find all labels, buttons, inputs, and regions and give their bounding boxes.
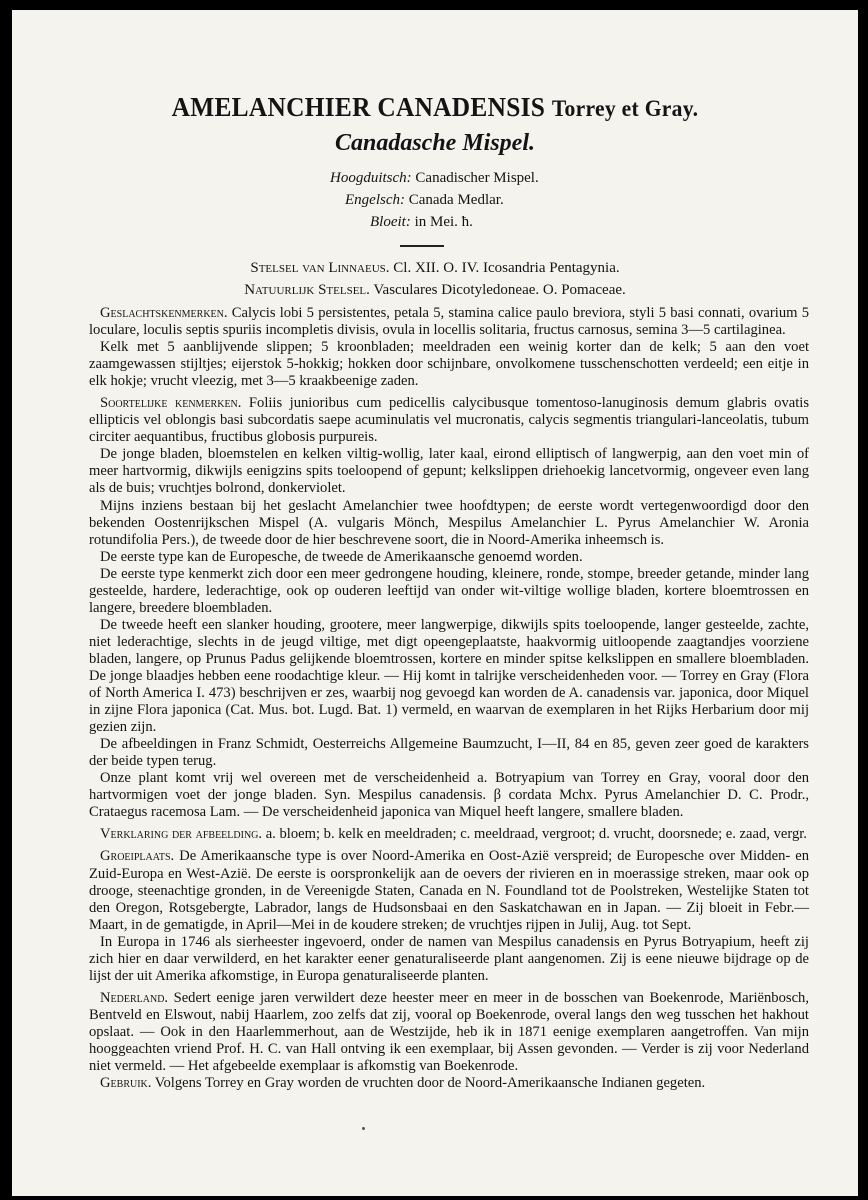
meta-english [345,192,504,209]
paragraph-text: De Amerikaansche type is over Noord-Amerika en Oost-Azië verspreid; de Europesche over Midden- en Zuid-Europa en West-Azië. De eerste is oorspronkelijk aan de oevers der rivieren en in moerassige streken, maar ook op drooge, steenachtige gronden, in de Vereenigde Staten, Canada en N. Foundland tot de Poolstreken, Westelijke Staten tot den Oregon, Rotsgebergte, Labrador, langs de Hudsonsbaai en den Saskatchawan en in Japan. — Zij bloeit in Febr.—Maart, in de gematigde, in April—Mei in de koudere streken; de vruchtjes rijpen in Julij, Aug. tot Sept. [89,848,809,933]
meta-label: Engelsch: [345,192,405,208]
meta-value: Canada Medlar. [408,192,504,208]
paragraph-text: Sedert eenige jaren verwildert deze heester meer en meer in de bosschen van Boekenrode, Mariënbosch, Bentveld en Elswout, nabij Haarlem, zoo zelfs dat zij, vooral op Boekenrode, overal langs den weg tusschen het hakhout opslaat. — Ook in den Haarlemmerhout, aan de Westzijde, heb ik in 1871 eenige exemplaren aangetroffen. Van mijn hooggeachten vriend Prof. H. C. van Hall ontving ik een exemplaar, bij Assen gevonden. — Verder is zij voor Nederland niet vermeld. — Het afgebeelde exemplaar is afkomstig van Boekenrode. [89,989,809,1075]
paragraph-text: Kelk met 5 aanblijvende slippen; 5 kroonbladen; meeldraden een weinig korter dan de kelk; 5 aan den voet zaamgewassen stijltjes; eijerstok 5-hokkig; hokken door schijnbare, onvolkomene tusschenschotten verdeeld; een eitje in elk hokje; vrucht vleezig, met 3—5 kraakbeenige zaden. [89,339,809,390]
paragraph-first-type [89,566,809,617]
system-label: Natuurlijk Stelsel. [244,282,370,298]
section-lead: Gebruik. [100,1075,152,1092]
section-lead: Nederland. [100,989,169,1006]
meta-german [330,170,539,187]
meta-value: Canadischer Mispel. [415,170,539,186]
section-lead: Verklaring der afbeelding. [100,826,263,843]
paragraph-netherlands [89,990,809,1075]
paragraph-text: a. bloem; b. kelk en meeldraden; c. meeldraad, vergroot; d. vrucht, doorsnede; e. zaad, vergr. [262,826,807,843]
paragraph-species-characters [89,395,809,446]
paragraph-text: Calycis lobi 5 persistentes, petala 5, stamina calice paulo breviora, styli 5 basi connati, ovarium 5 loculare, loculis septis spuriis incompletis divisis, ovula in locellis solitaria, fructus carnosus, semina 3—5 cartilaginea. [89,305,809,339]
paragraph-text: Foliis junioribus cum pedicellis calycibusque tomentoso-lanuginosis demum glabris ovatis ellipticis vel oblongis basi subcordatis saepe acuminulatis vel mucronatis, calycis segmentis triangulari-lanceolatis, tubum circiter aequantibus, fructibus globosis purpureis. [89,395,810,446]
page-title [37,92,832,123]
title-genus-species: AMELANCHIER CANADENSIS [171,92,546,122]
paragraph-text: Volgens Torrey en Gray worden de vruchten door de Noord-Amerikaansche Indianen gegeten. [151,1075,706,1092]
paragraph-text: De jonge bladen, bloemstelen en kelken viltig-wollig, later kaal, eirond elliptisch of langwerpig, aan den voet min of meer hartvormig, dikwijls eenigzins spits toeloopend of gepunt; kelkslippen driehoekig lancetvormig, ongeveer even lang als de buis; vruchtjes bolrond, donkerviolet. [89,446,809,497]
section-lead: Soortelijke kenmerken. [100,395,242,412]
paragraph-text: In Europa in 1746 als sierheester ingevoerd, onder de namen van Mespilus canadensis en Pyrus Botryapium, heeft zij zich hier en daar verwilderd, en het karakter eener genaturaliseerde plant aangenomen. Zij is eene nieuwe bijdrage op de lijst der uit Amerika afkomstige, in Europa genaturaliseerde planten. [89,933,809,984]
paragraph-use [89,1075,809,1092]
system-natural [12,282,858,299]
paragraph-text: De tweede heeft een slanker houding, grootere, meer langwerpige, dikwijls spits toeloopende, langer gesteelde, zachte, niet lederachtige, slechts in de jeugd viltige, met digt opeengeplaatste, haakvormig uitloopende zaagtandjes voorziene bladen, langere, op Prunus Padus gelijkende bloemtrossen, kortere en minder spitse kelkslippen en smallere bloembladen. De jonge blaadjes hebben eene roodachtige kleur. — Hij komt in talrijke verscheidenheden voor. — Torrey en Gray (Flora of North America I. 473) beschrijven er zes, waarbij nog gevoegd kan worden de A. canadensis var. japonica, door Miquel in zijne Flora japonica (Cat. Mus. bot. Lugd. Bat. 1) vermeld, en waarvan de exemplaren in het Rijks Herbarium door mij gezien zijn. [89,616,809,736]
paragraph-illustrations [89,736,809,770]
paragraph-habitat [89,848,809,933]
meta-flowering [370,214,473,231]
divider-rule [400,245,444,247]
paragraph-text: De afbeeldingen in Franz Schmidt, Oesterreichs Allgemeine Baumzucht, I—II, 84 en 85, geven zeer goed de karakters der beide typen terug. [89,736,809,770]
paragraph-variety [89,770,809,821]
system-value: Vasculares Dicotyledoneae. O. Pomaceae. [373,282,626,298]
body-text [89,305,809,1092]
ink-speck [362,1127,365,1130]
system-value: Cl. XII. O. IV. Icosandria Pentagynia. [393,260,620,276]
paragraph-types [89,498,809,549]
paragraph-types-names [89,549,809,566]
paragraph-text: De eerste type kan de Europesche, de tweede de Amerikaansche genoemd worden. [100,548,583,565]
meta-label: Hoogduitsch: [330,170,412,186]
title-authority: Torrey et Gray. [551,96,699,121]
section-lead: Groeiplaats. [100,848,175,865]
document-page [12,10,858,1196]
system-linnaeus [12,260,858,277]
paragraph-species-dutch [89,446,809,497]
paragraph-text: Onze plant komt vrij wel overeen met de verscheidenheid a. Botryapium van Torrey en Gray, vooral door den hartvormigen voet der jonge bladen. Syn. Mespilus canadensis. β cordata Mchx. Pyrus Amelanchier D. C. Prodr., Crataegus racemosa Lam. — De verscheidenheid japonica van Miquel heeft langere, smallere bladen. [89,770,809,821]
paragraph-text: Mijns inziens bestaan bij het geslacht Amelanchier twee hoofdtypen; de eerste wordt vertegenwoordigd door den bekenden Oostenrijkschen Mispel (A. vulgaris Mönch, Mespilus Amelanchier L. Pyrus Amelanchier W. Aronia rotundifolia Pers.), de tweede door de hier beschrevene soort, die in Noord-Amerika inheemsch is. [89,497,809,548]
paragraph-text: De eerste type kenmerkt zich door een meer gedrongene houding, kleinere, ronde, stompe, breeder getande, minder lang gesteelde, hardere, lederachtige, ook op ouderen leeftijd van onder wit-viltige wollige bladen, kortere bloemtrossen en langere, breedere bloembladen. [89,565,809,616]
paragraph-genus-dutch [89,339,809,390]
section-lead: Geslachtskenmerken. [100,305,228,321]
system-label: Stelsel van Linnaeus. [250,260,390,276]
paragraph-second-type [89,617,809,736]
paragraph-europe [89,934,809,985]
paragraph-figure-explanation [89,826,809,843]
page-subtitle: Canadasche Mispel. [334,130,535,156]
meta-label: Bloeit: [370,214,411,230]
paragraph-genus-characters [89,305,809,339]
meta-value: in Mei. ħ. [414,214,473,230]
